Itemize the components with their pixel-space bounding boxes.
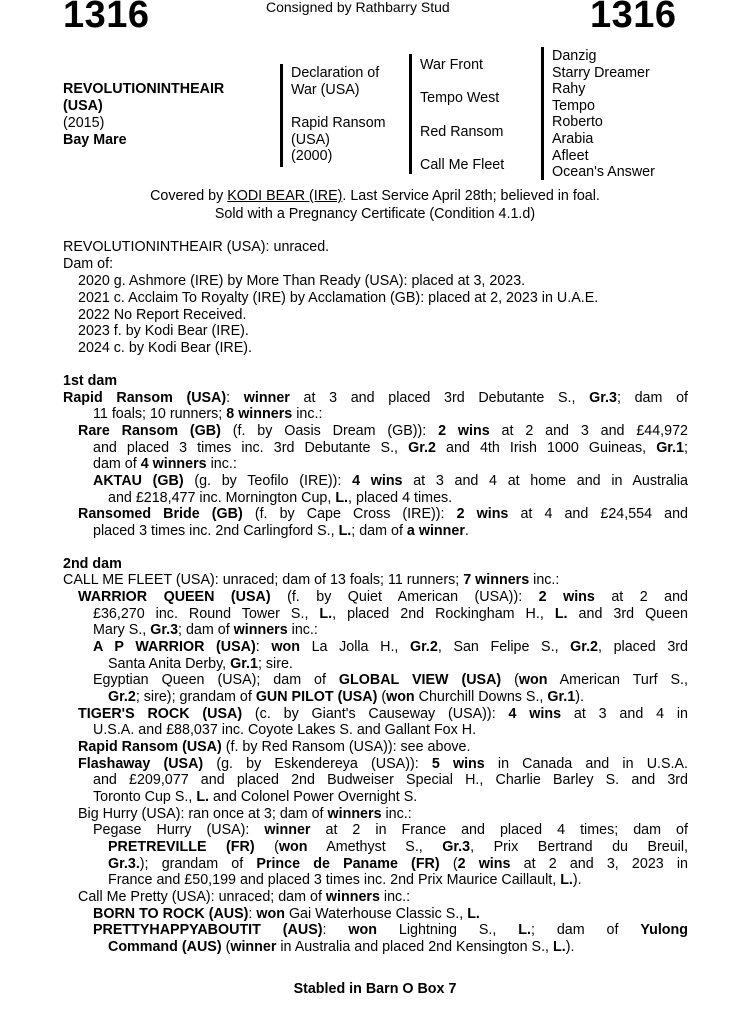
produce-intro: REVOLUTIONINTHEAIR (USA): unraced. [63, 239, 330, 255]
tigers-rock-line-1: TIGER'S ROCK (USA) (c. by Giant's Causeway (USA)): 4 wins at 3 and 4 in [78, 706, 689, 722]
first-dam-heading: 1st dam [63, 373, 118, 389]
warrior-queen-line-3: Mary S., Gr.3; dam of winners inc.: [93, 622, 318, 638]
pedigree-divider-3 [541, 47, 544, 180]
pedigree-dam-sire: Red Ransom [420, 124, 504, 140]
tigers-rock-line-2: U.S.A. and £88,037 inc. Coyote Lakes S. and Gallant Fox H. [93, 722, 477, 738]
horse-color-sex: Bay Mare [63, 132, 127, 148]
warrior-queen-line-1: WARRIOR QUEEN (USA) (f. by Quiet American (USA)): 2 wins at 2 and [78, 589, 689, 605]
call-me-pretty-line: Call Me Pretty (USA): unraced; dam of winners inc.: [78, 889, 411, 905]
produce-item: 2020 g. Ashmore (IRE) by More Than Ready (USA): placed at 3, 2023. [78, 273, 526, 289]
pedigree-gen3: Danzig Starry Dreamer Rahy Tempo Roberto Arabia Afleet Ocean's Answer [552, 48, 655, 181]
lot-number-left: 1316 [63, 0, 150, 36]
aktau-line-1: AKTAU (GB) (g. by Teofilo (IRE)): 4 wins at 3 and 4 at home and in Australia [93, 473, 688, 489]
prettyhappyaboutit-line-1: PRETTYHAPPYABOUTIT (AUS): won Lightning S., L.; dam of Yulong [93, 922, 689, 938]
pedigree-sire-dam: Tempo West [420, 90, 500, 106]
ransomed-bride-line-2: placed 3 times inc. 2nd Carlingford S., L.; dam of a winner. [93, 523, 469, 539]
egyptian-queen-line-2: Gr.2; sire); grandam of GUN PILOT (USA) (won Churchill Downs S., Gr.1). [108, 689, 584, 705]
rare-ransom-line-2: and placed 3 times inc. 3rd Debutante S., Gr.2 and 4th Irish 1000 Guineas, Gr.1; [93, 440, 688, 456]
pedigree-divider-1 [280, 64, 283, 167]
big-hurry-line: Big Hurry (USA): ran once at 3; dam of winners inc.: [78, 806, 412, 822]
ransomed-bride-line-1: Ransomed Bride (GB) (f. by Cape Cross (IRE)): 2 wins at 4 and £24,554 and [78, 506, 689, 522]
rare-ransom-line-3: dam of 4 winners inc.: [93, 456, 237, 472]
pegase-hurry-line-3: Gr.3.); grandam of Prince de Paname (FR) (2 wins at 2 and 3, 2023 in [108, 856, 689, 872]
flashaway-line-3: Toronto Cup S., L. and Colonel Power Overnight S. [93, 789, 418, 805]
pedigree-sire: Declaration of War (USA) [291, 65, 380, 98]
cover-stallion-link[interactable]: KODI BEAR (IRE) [227, 188, 343, 204]
pedigree-dam: Rapid Ransom (USA) (2000) [291, 115, 386, 165]
produce-item: 2024 c. by Kodi Bear (IRE). [78, 340, 253, 356]
prettyhappyaboutit-line-2: Command (AUS) (winner in Australia and placed 2nd Kensington S., L.). [108, 939, 575, 955]
produce-item: 2021 c. Acclaim To Royalty (IRE) by Acclamation (GB): placed at 2, 2023 in U.A.E. [78, 290, 599, 306]
warrior-queen-line-2: £36,270 inc. Round Tower S., L., placed 2nd Rockingham H., L. and 3rd Queen [93, 606, 688, 622]
flashaway-line-1: Flashaway (USA) (g. by Eskendereya (USA)): 5 wins in Canada and in U.S.A. [78, 756, 689, 772]
ap-warrior-line-1: A P WARRIOR (USA): won La Jolla H., Gr.2, San Felipe S., Gr.2, placed 3rd [93, 639, 689, 655]
stabling-location: Stabled in Barn O Box 7 [293, 981, 457, 997]
pedigree-dam-dam: Call Me Fleet [420, 157, 505, 173]
pegase-hurry-line-4: France and £50,199 and placed 3 times inc. 2nd Prix Maurice Caillault, L.). [108, 872, 582, 888]
aktau-line-2: and £218,477 inc. Mornington Cup, L., placed 4 times. [108, 490, 453, 506]
second-dam-heading: 2nd dam [63, 556, 122, 572]
rare-ransom-line-1: Rare Ransom (GB) (f. by Oasis Dream (GB)): 2 wins at 2 and 3 and £44,972 [78, 423, 689, 439]
produce-item: 2022 No Report Received. [78, 307, 247, 323]
horse-name: REVOLUTIONINTHEAIR [63, 81, 225, 97]
first-dam-line-2: 11 foals; 10 runners; 8 winners inc.: [93, 406, 323, 422]
pegase-hurry-line-1: Pegase Hurry (USA): winner at 2 in France and placed 4 times; dam of [93, 822, 688, 838]
egyptian-queen-line-1: Egyptian Queen (USA); dam of GLOBAL VIEW (USA) (won American Turf S., [93, 672, 689, 688]
horse-country: (USA) [63, 98, 103, 114]
pedigree-sire-sire: War Front [420, 57, 484, 73]
born-to-rock-line: BORN TO ROCK (AUS): won Gai Waterhouse Classic S., L. [93, 906, 480, 922]
pedigree-divider-2 [409, 54, 412, 174]
lot-number-right: 1316 [590, 0, 677, 36]
cover-line: Covered by KODI BEAR (IRE). Last Service April 28th; believed in foal. [150, 188, 600, 204]
flashaway-line-2: and £209,077 and placed 2nd Budweiser Special H., Charlie Barley S. and 3rd [93, 772, 688, 788]
first-dam-line-1: Rapid Ransom (USA): winner at 3 and placed 3rd Debutante S., Gr.3; dam of [63, 390, 688, 406]
pegase-hurry-line-2: PRETREVILLE (FR) (won Amethyst S., Gr.3, Prix Bertrand du Breuil, [108, 839, 688, 855]
pregnancy-certificate: Sold with a Pregnancy Certificate (Condition 4.1.d) [214, 206, 536, 222]
horse-year: (2015) [63, 115, 105, 131]
ap-warrior-line-2: Santa Anita Derby, Gr.1; sire. [108, 656, 293, 672]
dam-of-label: Dam of: [63, 256, 114, 272]
produce-item: 2023 f. by Kodi Bear (IRE). [78, 323, 249, 339]
consignor: Consigned by Rathbarry Stud [266, 0, 450, 15]
rapid-ransom-ref: Rapid Ransom (USA) (f. by Red Ransom (USA)): see above. [78, 739, 471, 755]
second-dam-intro: CALL ME FLEET (USA): unraced; dam of 13 foals; 11 runners; 7 winners inc.: [63, 572, 560, 588]
